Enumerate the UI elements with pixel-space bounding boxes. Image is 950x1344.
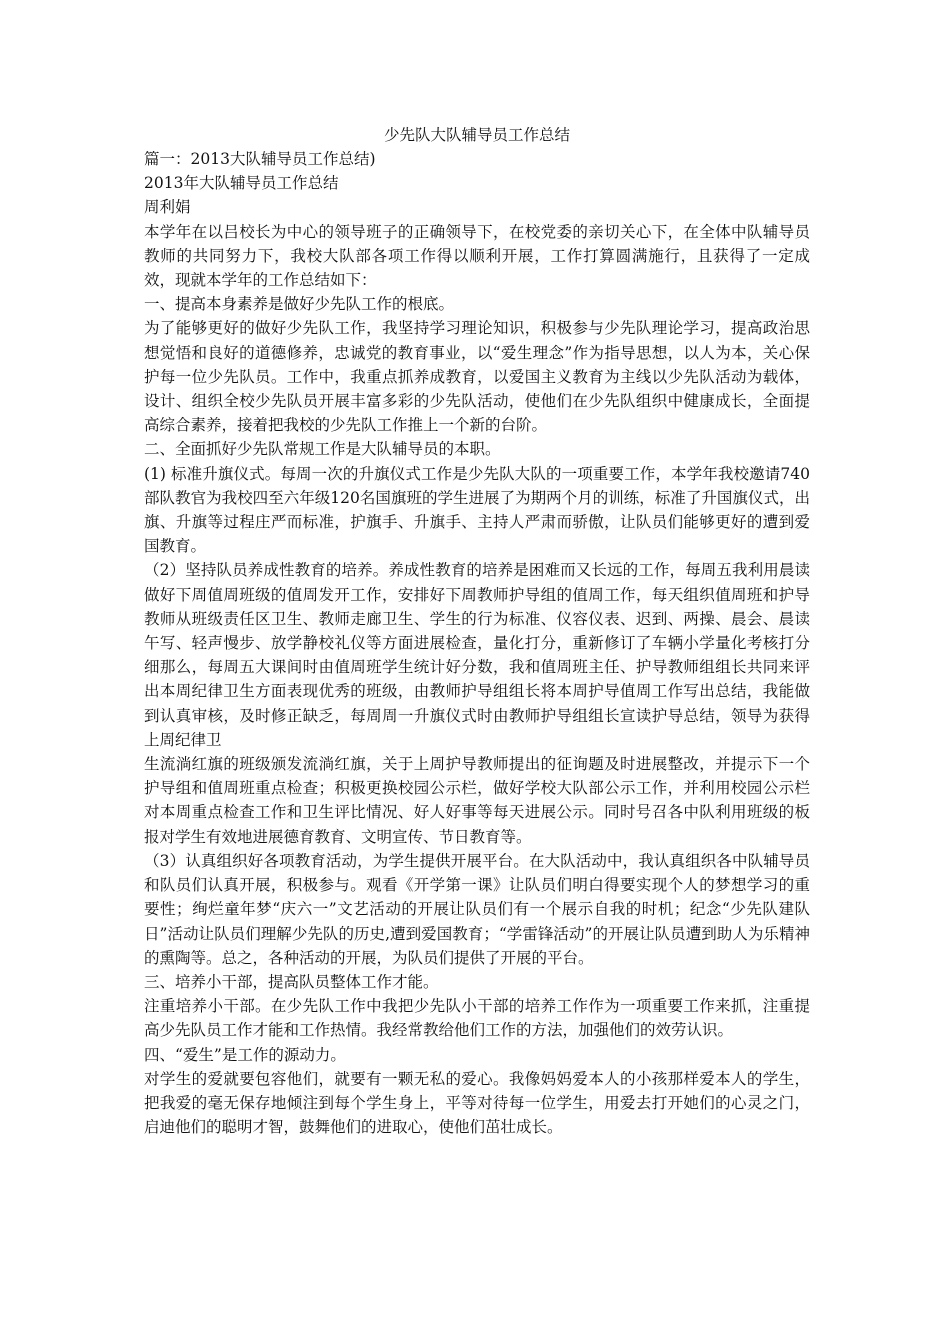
section-heading-2: 二、全面抓好少先队常规工作是大队辅导员的本职。 bbox=[144, 440, 501, 459]
document-page bbox=[144, 123, 810, 1139]
section-heading-3: 三、培养小干部，提高队员整体工作才能。 bbox=[144, 972, 439, 991]
paragraph-section-4: 对学生的爱就要包容他们，就要有一颗无私的爱心。我像妈妈爱本人的小孩那样爱本人的学生，把我爱的毫无保存地倾注到每个学生身上，平等对待每一位学生，用爱去打开她们的心灵之门，启迪他们的聪明才智，鼓舞他们的进取心，使他们茁壮成长。 bbox=[144, 1069, 810, 1137]
paragraph-item-2: （2）坚持队员养成性教育的培养。养成性教育的培养是困难而又长远的工作，每周五我利用晨读做好下周值周班级的值周发开工作，安排好下周教师护导组的值周工作，每天组织值周班和护导教师从班级责任区卫生、教师走廊卫生、学生的行为标准、仪容仪表、迟到、两操、晨会、晨读午写、轻声慢步、放学静校礼仪等方面进展检查，量化打分，重新修订了车辆小学量化考核打分细那么，每周五大课间时由值周班学生统计好分数，我和值周班主任、护导教师组组长共同来评出本周纪律卫生方面表现优秀的班级，由教师护导组组长将本周护导值周工作写出总结，我能做到认真审核，及时修正缺乏，每周周一升旗仪式时由教师护导组组长宣读护导总结，领导为获得上周纪律卫 bbox=[144, 561, 810, 749]
paragraph-author: 周利娟 bbox=[144, 198, 191, 217]
paragraph-section-3: 注重培养小干部。在少先队工作中我把少先队小干部的培养工作作为一项重要工作来抓，注重提高少先队员工作才能和工作热情。我经常教给他们工作的方法，加强他们的效劳认识。 bbox=[144, 997, 810, 1040]
section-heading-1: 一、提高本身素养是做好少先队工作的根底。 bbox=[144, 295, 455, 314]
paragraph-item-3: （3）认真组织好各项教育活动，为学生提供开展平台。在大队活动中，我认真组织各中队辅导员和队员们认真开展，积极参与。观看《开学第一课》让队员们明白得要实现个人的梦想学习的重要性；绚烂童年梦“庆六一”文艺活动的开展让队员们有一个展示自我的时机；纪念“少先队建队日”活动让队员们理解少先队的历史,遭到爱国教育；“学雷锋活动”的开展让队员遭到助人为乐精神的熏陶等。总之，各种活动的开展，为队员们提供了开展的平台。 bbox=[144, 851, 810, 967]
paragraph-subtitle: 篇一：2013大队辅导员工作总结) bbox=[144, 150, 376, 168]
paragraph-section-1: 为了能够更好的做好少先队工作，我坚持学习理论知识，积极参与少先队理论学习，提高政治思想觉悟和良好的道德修养，忠诚党的教育事业，以“爱生理念”作为指导思想，以人为本，关心保护每一位少先队员。工作中，我重点抓养成教育，以爱国主义教育为主线以少先队活动为载体，设计、组织全校少先队员开展丰富多彩的少先队活动，使他们在少先队组织中健康成长，全面提高综合素养，接着把我校的少先队工作推上一个新的台阶。 bbox=[144, 319, 810, 435]
paragraph-item-2-continued: 生流淌红旗的班级颁发流淌红旗，关于上周护导教师提出的征询题及时进展整改，并提示下一个护导组和值周班重点检查；积极更换校园公示栏，做好学校大队部公示工作，并利用校园公示栏对本周重点检查工作和卫生评比情况、好人好事等每天进展公示。同时号召各中队利用班级的板报对学生有效地进展德育教育、文明宣传、节日教育等。 bbox=[144, 755, 810, 846]
section-heading-4: 四、“爱生”是工作的源动力。 bbox=[144, 1045, 346, 1064]
paragraph-intro: 本学年在以吕校长为中心的领导班子的正确领导下，在校党委的亲切关心下，在全体中队辅导员教师的共同努力下，我校大队部各项工作得以顺利开展，工作打算圆满施行，且获得了一定成效，现就本学年的工作总结如下： bbox=[144, 222, 810, 290]
paragraph-item-1: (1) 标准升旗仪式。每周一次的升旗仪式工作是少先队大队的一项重要工作，本学年我校邀请740部队教官为我校四至六年级120名国旗班的学生进展了为期两个月的训练，标准了升国旗仪式，出旗、升旗等过程庄严而标准，护旗手、升旗手、主持人严肃而骄傲，让队员们能够更好的遭到爱国教育。 bbox=[144, 464, 810, 556]
document-title: 少先队大队辅导员工作总结 bbox=[383, 126, 570, 144]
paragraph-heading: 2013年大队辅导员工作总结 bbox=[144, 174, 339, 193]
